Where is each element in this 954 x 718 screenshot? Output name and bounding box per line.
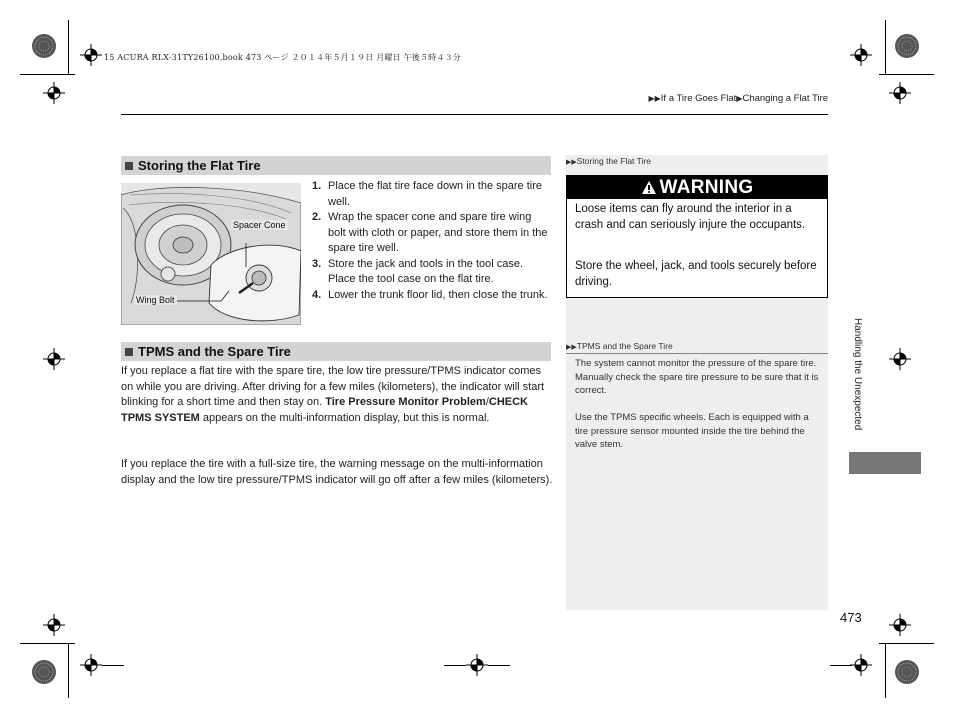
crop-line <box>879 74 934 75</box>
spare-tire-illustration <box>121 183 301 325</box>
color-registration-mark-top-left <box>31 33 57 59</box>
list-item: 1. Place the flat tire face down in the spare tire well. <box>312 180 543 208</box>
note-text-2: Use the TPMS specific wheels. Each is equipped with a tire pressure sensor mounted inside the tire behind the valve stem. <box>575 412 809 450</box>
square-bullet-icon <box>125 162 133 170</box>
square-bullet-icon <box>125 348 133 356</box>
crop-line <box>879 643 934 644</box>
section-heading-tpms: TPMS and the Spare Tire <box>121 342 551 361</box>
note-heading-storing: ▶▶Storing the Flat Tire <box>566 156 651 166</box>
label-spacer-cone: Spacer Cone <box>233 220 286 230</box>
crop-line <box>830 665 852 666</box>
warning-box <box>566 175 828 298</box>
chapter-label: Handling the Unexpected <box>852 318 863 431</box>
tpms-paragraph-2: If you replace the tire with a full-size tire, the warning message on the multi-information display and the low tire pressure/TPMS indicator will go off after a few miles (kilometers). <box>121 458 553 486</box>
crop-line <box>885 643 886 698</box>
crop-line <box>102 665 124 666</box>
chapter-tab[interactable] <box>849 452 921 474</box>
note-arrow-icon: ▶▶ <box>566 159 577 166</box>
crop-line <box>68 20 69 75</box>
breadcrumb-item-flat-tire[interactable]: If a Tire Goes Flat <box>660 93 737 104</box>
note-heading-tpms: ▶▶TPMS and the Spare Tire <box>566 341 673 351</box>
registration-target-icon <box>850 44 872 66</box>
crop-line <box>20 643 75 644</box>
list-item: 4. Lower the trunk floor lid, then close the trunk. <box>312 288 548 301</box>
warning-text-1: Loose items can fly around the interior in a crash and can seriously injure the occupants. <box>575 203 806 231</box>
registration-target-icon <box>43 348 65 370</box>
note-rule <box>566 353 828 354</box>
registration-target-icon <box>466 654 488 676</box>
label-wing-bolt: Wing Bolt <box>136 295 175 305</box>
crop-line <box>68 643 69 698</box>
registration-target-icon <box>43 614 65 636</box>
registration-target-icon <box>80 44 102 66</box>
tpms-paragraph-1: If you replace a flat tire with the spare tire, the low tire pressure/TPMS indicator comes on while you are driving. After driving for a few miles (kilometers), the indicator will start blinking for a short time and then stay on. Tire Pressure Monitor Problem/CHECK TPMS SYSTEM appears on the multi-information display, but this is normal. <box>121 365 545 424</box>
list-item: 2. Wrap the spacer cone and spare tire wing bolt with cloth or paper, and store them in the spare tire well. <box>312 211 548 254</box>
color-registration-mark-bottom-left <box>31 659 57 685</box>
breadcrumb-item-changing[interactable]: Changing a Flat Tire <box>742 93 828 104</box>
message-tire-pressure-monitor: Tire Pressure Monitor Problem <box>325 396 486 408</box>
list-item: 3. Store the jack and tools in the tool case. Place the tool case on the flat tire. <box>312 257 524 285</box>
warning-header: WARNING <box>567 176 827 199</box>
registration-target-icon <box>850 654 872 676</box>
color-registration-mark-top-right <box>894 33 920 59</box>
crop-line <box>885 20 886 75</box>
registration-target-icon <box>889 82 911 104</box>
registration-target-icon <box>80 654 102 676</box>
message-check-tpms: CHECK TPMS SYSTEM <box>121 396 528 424</box>
color-registration-mark-bottom-right <box>894 659 920 685</box>
header-rule <box>121 114 828 115</box>
registration-target-icon <box>889 614 911 636</box>
breadcrumb-separator: ▶ <box>736 94 743 103</box>
breadcrumb <box>648 93 828 104</box>
storing-steps-list <box>312 179 552 303</box>
warning-triangle-icon <box>641 180 657 195</box>
crop-line <box>444 665 466 666</box>
section-heading-storing: Storing the Flat Tire <box>121 156 551 175</box>
crop-line <box>20 74 75 75</box>
note-text-1: The system cannot monitor the pressure of the spare tire. Manually check the spare tire pressure to be sure that it is correct. <box>575 358 819 396</box>
print-job-info: 15 ACURA RLX-31TY26100.book 473 ページ ２０１４年５月１９日 月曜日 午後５時４３分 <box>104 53 461 62</box>
note-arrow-icon: ▶▶ <box>566 344 577 351</box>
crop-line <box>488 665 510 666</box>
registration-target-icon <box>889 348 911 370</box>
breadcrumb-arrows: ▶▶ <box>648 94 661 103</box>
warning-text-2: Store the wheel, jack, and tools securely before driving. <box>575 260 817 288</box>
page-number: 473 <box>840 610 862 625</box>
registration-target-icon <box>43 82 65 104</box>
